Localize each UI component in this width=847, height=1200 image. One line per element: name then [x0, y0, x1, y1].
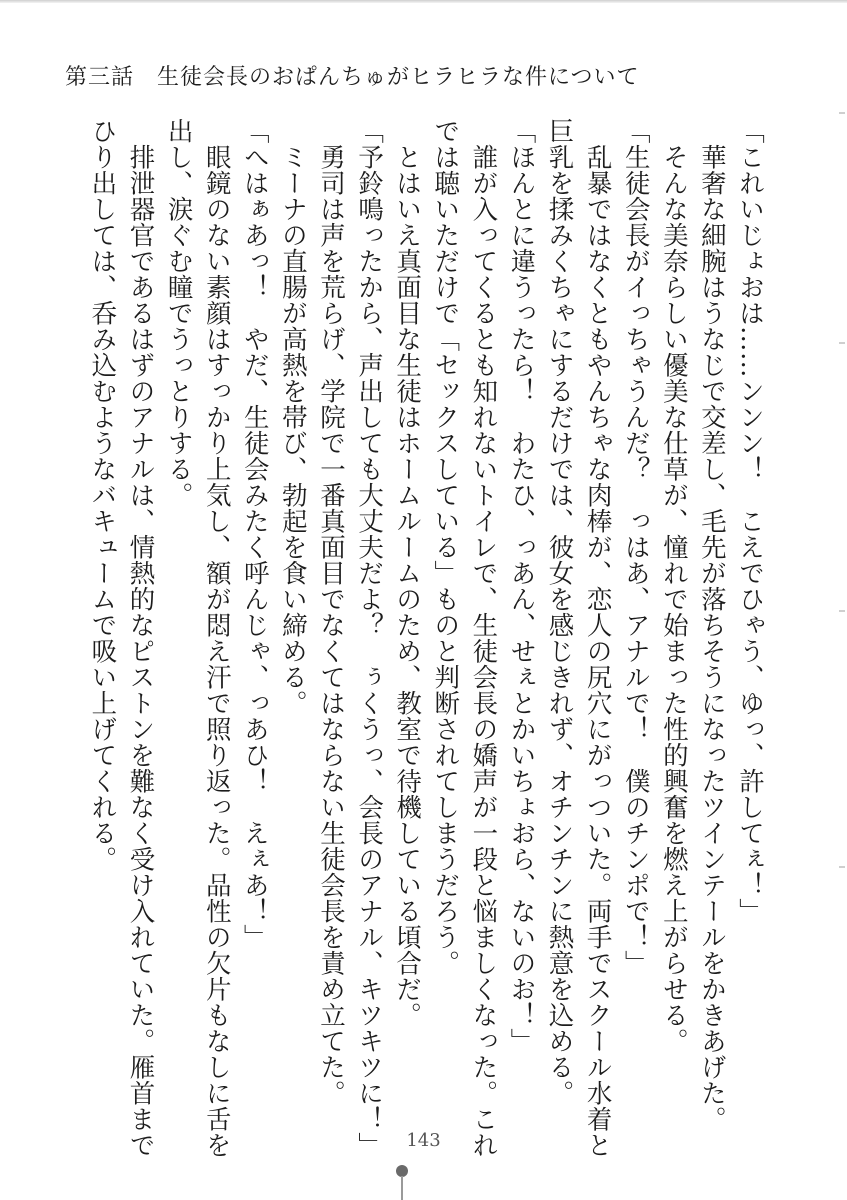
edge-tick [839, 610, 845, 612]
text-line: 「これいじょおは……ンンン！ こえでひゃう、ゆっ、許してぇ！」 [735, 118, 765, 924]
edge-tick [839, 112, 845, 114]
text-line: 「生徒会長がイっちゃうんだ？ っはあ、アナルで！ 僕のチンポで！」 [620, 118, 651, 976]
text-line: 勇司は声を荒らげ、学院で一番真面目でなくてはならない生徒会長を責め立てた。 [315, 118, 346, 1106]
text-line: ひり出しては、呑み込むようなバキュームで吸い上げてくれる。 [87, 118, 118, 872]
text-line: 排泄器官であるはずのアナルは、情熱的なピストンを難なく受け入れていた。雁首まで [125, 118, 156, 1158]
text-line: 華奢な細腕はうなじで交差し、毛先が落ちそうになったツインテールをかきあげた。 [696, 118, 727, 1132]
text-line: 出し、涙ぐむ瞳でうっとりする。 [163, 118, 194, 508]
running-header-chapter-title: 第三話 生徒会長のおぱんちゅがヒラヒラな件について [65, 65, 640, 90]
text-line: 巨乳を揉みくちゃにするだけでは、彼女を感じきれず、オチンチンに熱意を込める。 [544, 118, 575, 1106]
text-line: 眼鏡のない素顔はすっかり上気し、額が悶え汗で照り返った。品性の欠片もなしに舌を [201, 118, 232, 1158]
text-line: 「へはぁあっ！ やだ、生徒会みたく呼んじゃ、っあひ！ えぇあ！」 [239, 118, 270, 950]
page-number: 143 [406, 1130, 441, 1151]
text-line: とはいえ真面目な生徒はホームルームのため、教室で待機している頃合だ。 [392, 118, 423, 1028]
text-line: 誰が入ってくるとも知れないトイレで、生徒会長の嬌声が一段と悩ましくなった。これ [468, 118, 499, 1158]
text-line: そんな美奈らしい優美な仕草が、憧れで始まった性的興奮を燃え上がらせる。 [658, 118, 689, 1054]
text-line: 乱暴ではなくともやんちゃな肉棒が、恋人の尻穴にがっついた。両手でスクール水着と [582, 118, 613, 1158]
edge-tick [839, 866, 845, 868]
text-line: 「ほんとに違うったら！ わたひ、っあん、せぇとかいちょおら、ないのお！」 [506, 118, 537, 1054]
bookmark-ribbon [401, 1176, 403, 1200]
text-line: 「予鈴鳴ったから、声出しても大丈夫だよ？ ぅくうっ、会長のアナル、キツキツに！」 [354, 118, 385, 1158]
page-top-edge [0, 0, 847, 3]
text-line: では聴いただけで「セックスしている」ものと判断されてしまうだろう。 [430, 118, 461, 976]
text-line: ミーナの直腸が高熱を帯び、勃起を食い締める。 [277, 118, 308, 716]
edge-tick [839, 342, 845, 344]
